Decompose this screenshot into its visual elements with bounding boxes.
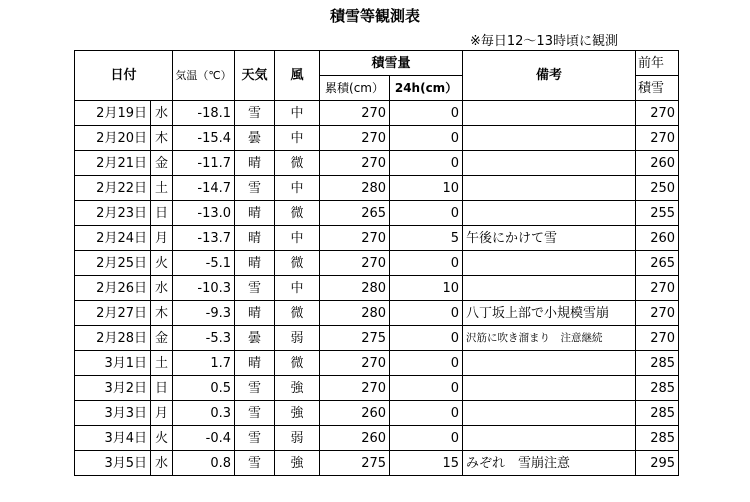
temperature-cell: -15.4 xyxy=(173,126,235,151)
weather-cell: 曇 xyxy=(235,126,275,151)
temperature-cell: -13.0 xyxy=(173,201,235,226)
weather-cell: 雪 xyxy=(235,276,275,301)
table-row xyxy=(75,426,679,451)
weekday-cell: 金 xyxy=(151,326,173,351)
prev-year-snow-cell: 260 xyxy=(636,151,679,176)
weekday-cell: 水 xyxy=(151,101,173,126)
prev-year-snow-cell: 265 xyxy=(636,251,679,276)
weekday-cell: 火 xyxy=(151,251,173,276)
wind-cell: 中 xyxy=(275,126,320,151)
weather-cell: 雪 xyxy=(235,401,275,426)
date-cell: 2月27日 xyxy=(75,301,151,326)
weather-cell: 雪 xyxy=(235,376,275,401)
snow-total-cell: 270 xyxy=(320,376,390,401)
weekday-cell: 土 xyxy=(151,351,173,376)
prev-year-snow-cell: 295 xyxy=(636,451,679,476)
weekday-cell: 土 xyxy=(151,176,173,201)
table-row xyxy=(75,126,679,151)
snow-total-cell: 270 xyxy=(320,126,390,151)
remark-cell xyxy=(463,151,636,176)
date-cell: 2月25日 xyxy=(75,251,151,276)
weather-cell: 雪 xyxy=(235,451,275,476)
date-cell: 2月26日 xyxy=(75,276,151,301)
observation-note: ※毎日12～13時頃に観測 xyxy=(470,34,618,49)
temperature-cell: -9.3 xyxy=(173,301,235,326)
table-row xyxy=(75,176,679,201)
snow-24h-cell: 0 xyxy=(390,376,463,401)
temperature-cell: -10.3 xyxy=(173,276,235,301)
table-row xyxy=(75,276,679,301)
date-cell: 3月5日 xyxy=(75,451,151,476)
table-row xyxy=(75,301,679,326)
remark-cell: 沢筋に吹き溜まり 注意継続 xyxy=(463,326,636,351)
temperature-cell: -0.4 xyxy=(173,426,235,451)
remark-cell xyxy=(463,176,636,201)
wind-cell: 微 xyxy=(275,251,320,276)
temperature-cell: 1.7 xyxy=(173,351,235,376)
table-row xyxy=(75,251,679,276)
date-cell: 3月4日 xyxy=(75,426,151,451)
header-snow-group: 積雪量 xyxy=(320,51,463,76)
weekday-cell: 木 xyxy=(151,126,173,151)
header-remarks: 備考 xyxy=(463,51,636,101)
date-cell: 2月23日 xyxy=(75,201,151,226)
snow-total-cell: 280 xyxy=(320,176,390,201)
snow-24h-cell: 0 xyxy=(390,126,463,151)
prev-year-snow-cell: 260 xyxy=(636,226,679,251)
header-weather: 天気 xyxy=(235,51,275,101)
table-row xyxy=(75,151,679,176)
prev-year-snow-cell: 270 xyxy=(636,126,679,151)
snow-total-cell: 265 xyxy=(320,201,390,226)
snow-total-cell: 280 xyxy=(320,301,390,326)
snow-total-cell: 270 xyxy=(320,351,390,376)
temperature-cell: -13.7 xyxy=(173,226,235,251)
weather-cell: 雪 xyxy=(235,101,275,126)
prev-year-snow-cell: 270 xyxy=(636,101,679,126)
snow-24h-cell: 0 xyxy=(390,201,463,226)
weather-cell: 晴 xyxy=(235,226,275,251)
wind-cell: 微 xyxy=(275,151,320,176)
temperature-cell: -5.1 xyxy=(173,251,235,276)
temperature-cell: -5.3 xyxy=(173,326,235,351)
page-title: 積雪等観測表 xyxy=(329,7,420,25)
snow-total-cell: 275 xyxy=(320,326,390,351)
weather-cell: 晴 xyxy=(235,351,275,376)
table-row xyxy=(75,101,679,126)
weekday-cell: 日 xyxy=(151,376,173,401)
snow-24h-cell: 0 xyxy=(390,326,463,351)
remark-cell xyxy=(463,251,636,276)
header-temp: 気温（℃） xyxy=(173,51,235,101)
wind-cell: 弱 xyxy=(275,426,320,451)
snow-total-cell: 270 xyxy=(320,226,390,251)
weekday-cell: 火 xyxy=(151,426,173,451)
prev-year-snow-cell: 270 xyxy=(636,301,679,326)
remark-cell xyxy=(463,126,636,151)
snow-24h-cell: 10 xyxy=(390,176,463,201)
snow-total-cell: 270 xyxy=(320,101,390,126)
prev-year-snow-cell: 250 xyxy=(636,176,679,201)
weather-cell: 晴 xyxy=(235,251,275,276)
date-cell: 2月22日 xyxy=(75,176,151,201)
date-cell: 2月19日 xyxy=(75,101,151,126)
wind-cell: 強 xyxy=(275,451,320,476)
snow-total-cell: 275 xyxy=(320,451,390,476)
weekday-cell: 月 xyxy=(151,226,173,251)
wind-cell: 強 xyxy=(275,401,320,426)
wind-cell: 強 xyxy=(275,376,320,401)
wind-cell: 中 xyxy=(275,226,320,251)
temperature-cell: 0.8 xyxy=(173,451,235,476)
prev-year-snow-cell: 285 xyxy=(636,401,679,426)
temperature-cell: 0.5 xyxy=(173,376,235,401)
weather-cell: 晴 xyxy=(235,201,275,226)
snow-total-cell: 280 xyxy=(320,276,390,301)
wind-cell: 弱 xyxy=(275,326,320,351)
header-wind: 風 xyxy=(275,51,320,101)
snow-24h-cell: 0 xyxy=(390,251,463,276)
temperature-cell: 0.3 xyxy=(173,401,235,426)
date-cell: 2月21日 xyxy=(75,151,151,176)
weekday-cell: 金 xyxy=(151,151,173,176)
date-cell: 3月3日 xyxy=(75,401,151,426)
remark-cell: 八丁坂上部で小規模雪崩 xyxy=(463,301,636,326)
remark-cell xyxy=(463,201,636,226)
snow-total-cell: 260 xyxy=(320,401,390,426)
snow-total-cell: 270 xyxy=(320,251,390,276)
weather-cell: 雪 xyxy=(235,426,275,451)
weekday-cell: 月 xyxy=(151,401,173,426)
wind-cell: 微 xyxy=(275,301,320,326)
weather-cell: 晴 xyxy=(235,301,275,326)
prev-year-snow-cell: 285 xyxy=(636,426,679,451)
table-row xyxy=(75,351,679,376)
prev-year-snow-cell: 285 xyxy=(636,376,679,401)
snow-24h-cell: 5 xyxy=(390,226,463,251)
wind-cell: 微 xyxy=(275,201,320,226)
snow-total-cell: 260 xyxy=(320,426,390,451)
weekday-cell: 水 xyxy=(151,451,173,476)
prev-year-snow-cell: 285 xyxy=(636,351,679,376)
weekday-cell: 木 xyxy=(151,301,173,326)
table-row xyxy=(75,401,679,426)
remark-cell xyxy=(463,376,636,401)
weather-cell: 曇 xyxy=(235,326,275,351)
header-snow-total: 累積(cm） xyxy=(320,76,390,101)
remark-cell xyxy=(463,351,636,376)
date-cell: 2月20日 xyxy=(75,126,151,151)
temperature-cell: -14.7 xyxy=(173,176,235,201)
snow-24h-cell: 0 xyxy=(390,426,463,451)
weekday-cell: 水 xyxy=(151,276,173,301)
snow-24h-cell: 10 xyxy=(390,276,463,301)
date-cell: 3月1日 xyxy=(75,351,151,376)
header-prev-snow: 積雪 xyxy=(636,76,679,101)
date-cell: 2月24日 xyxy=(75,226,151,251)
remark-cell xyxy=(463,101,636,126)
remark-cell xyxy=(463,401,636,426)
snow-24h-cell: 0 xyxy=(390,401,463,426)
snow-24h-cell: 15 xyxy=(390,451,463,476)
wind-cell: 中 xyxy=(275,101,320,126)
snow-observation-table xyxy=(74,50,679,476)
table-row xyxy=(75,376,679,401)
wind-cell: 中 xyxy=(275,176,320,201)
prev-year-snow-cell: 270 xyxy=(636,326,679,351)
table-row xyxy=(75,326,679,351)
snow-24h-cell: 0 xyxy=(390,301,463,326)
remark-cell: 午後にかけて雪 xyxy=(463,226,636,251)
table-row xyxy=(75,226,679,251)
table-row xyxy=(75,201,679,226)
date-cell: 2月28日 xyxy=(75,326,151,351)
prev-year-snow-cell: 255 xyxy=(636,201,679,226)
temperature-cell: -18.1 xyxy=(173,101,235,126)
remark-cell xyxy=(463,426,636,451)
weekday-cell: 日 xyxy=(151,201,173,226)
remark-cell: みぞれ 雪崩注意 xyxy=(463,451,636,476)
temperature-cell: -11.7 xyxy=(173,151,235,176)
weather-cell: 晴 xyxy=(235,151,275,176)
wind-cell: 微 xyxy=(275,351,320,376)
wind-cell: 中 xyxy=(275,276,320,301)
date-cell: 3月2日 xyxy=(75,376,151,401)
header-date: 日付 xyxy=(75,51,173,101)
header-snow-24h: 24h(cm） xyxy=(390,76,463,101)
remark-cell xyxy=(463,276,636,301)
snow-24h-cell: 0 xyxy=(390,151,463,176)
snow-24h-cell: 0 xyxy=(390,351,463,376)
weather-cell: 雪 xyxy=(235,176,275,201)
table-row xyxy=(75,451,679,476)
snow-24h-cell: 0 xyxy=(390,101,463,126)
prev-year-snow-cell: 270 xyxy=(636,276,679,301)
snow-total-cell: 270 xyxy=(320,151,390,176)
header-prev-year: 前年 xyxy=(636,51,679,76)
